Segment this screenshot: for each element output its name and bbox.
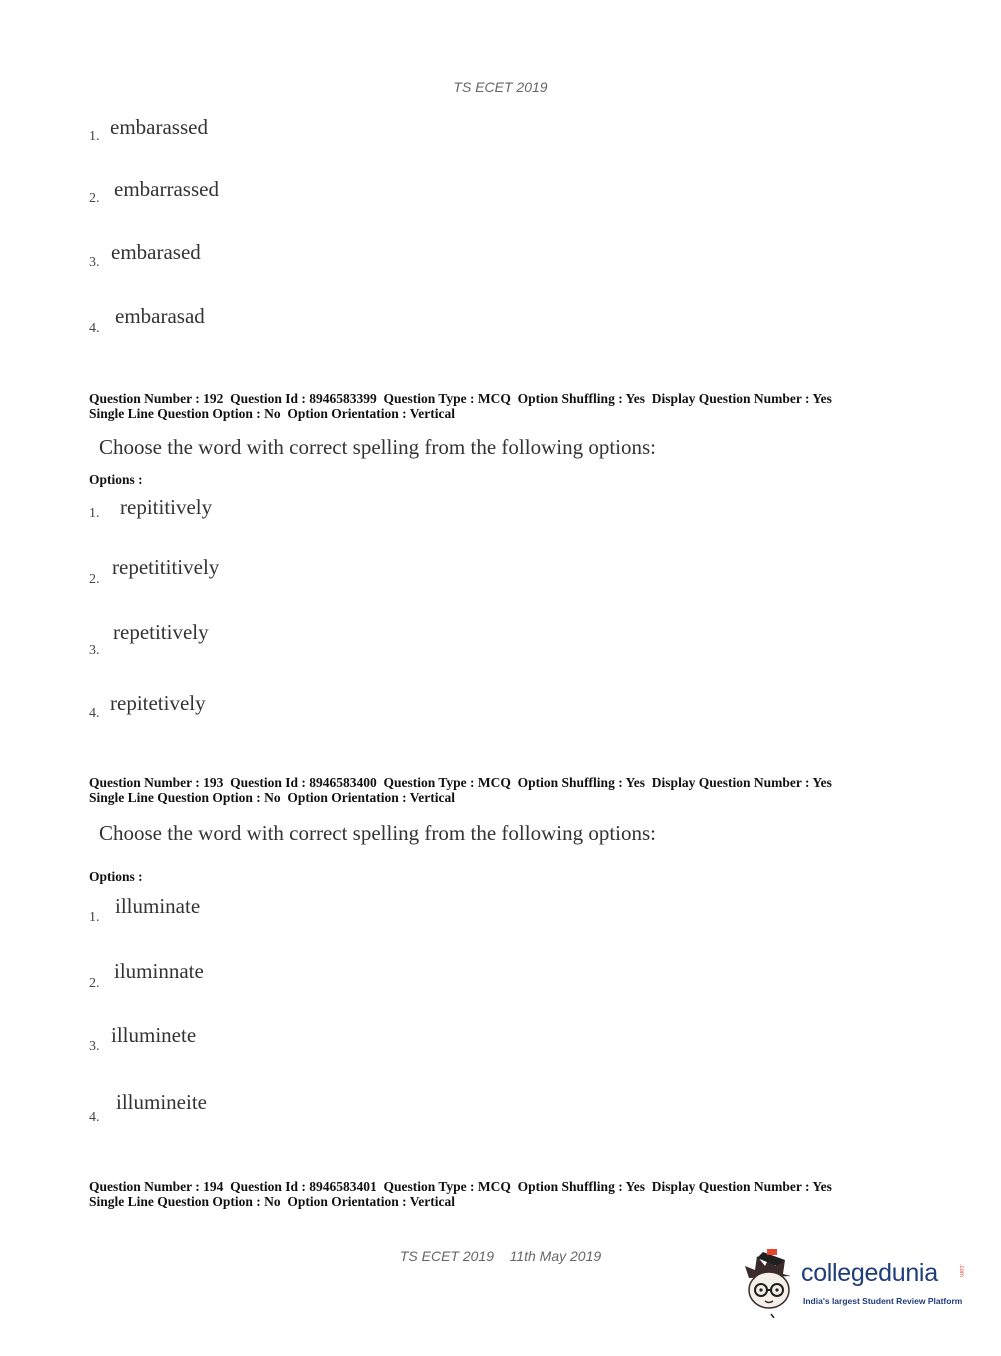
question-meta: Single Line Question Option : No Option Orientation : Vertical xyxy=(89,406,456,421)
option-text: repitetively xyxy=(110,691,206,715)
option-number: 1. xyxy=(89,506,100,521)
option-text: illuminate xyxy=(115,894,201,918)
option-text: repetitively xyxy=(113,620,209,644)
option-number: 4. xyxy=(89,706,100,721)
mascot-icon xyxy=(741,1248,801,1318)
option-number: 4. xyxy=(89,321,100,336)
option-text: repetititively xyxy=(112,555,220,579)
options-label: Options : xyxy=(89,472,143,487)
question-meta: Question Number : 193 Question Id : 8946583400 Question Type : MCQ Option Shuffling : Yes Display Question Number : Yes xyxy=(89,775,832,790)
option-number: 2. xyxy=(89,976,100,991)
option-number: 3. xyxy=(89,643,100,658)
option-text: embarasad xyxy=(115,304,205,328)
option-number: 3. xyxy=(89,1039,100,1054)
page-header-title: TS ECET 2019 xyxy=(453,79,548,95)
option-number: 1. xyxy=(89,129,100,144)
footer-exam: TS ECET 2019 xyxy=(399,1248,494,1264)
option-text: illumineite xyxy=(116,1090,207,1114)
logo-tagline: India's largest Student Review Platform xyxy=(803,1296,963,1306)
question-meta: Question Number : 192 Question Id : 8946583399 Question Type : MCQ Option Shuffling : Yes Display Question Number : Yes xyxy=(89,391,832,406)
options-label: Options : xyxy=(89,869,143,884)
option-number: 4. xyxy=(89,1110,100,1125)
option-number: 1. xyxy=(89,910,100,925)
question-text: Choose the word with correct spelling from the following options: xyxy=(99,821,656,845)
option-text: embarassed xyxy=(110,115,208,139)
logo-wordmark: collegedunia xyxy=(801,1259,938,1287)
collegedunia-logo[interactable] xyxy=(741,1248,971,1318)
question-meta: Single Line Question Option : No Option Orientation : Vertical xyxy=(89,1194,456,1209)
option-text: repititively xyxy=(120,495,213,519)
option-number: 2. xyxy=(89,191,100,206)
footer-date: 11th May 2019 xyxy=(509,1248,602,1264)
question-text: Choose the word with correct spelling from the following options: xyxy=(99,435,656,459)
question-meta: Single Line Question Option : No Option Orientation : Vertical xyxy=(89,790,456,805)
option-number: 2. xyxy=(89,572,100,587)
option-text: illuminete xyxy=(111,1023,197,1047)
option-text: iluminnate xyxy=(114,959,204,983)
option-number: 3. xyxy=(89,255,100,270)
option-text: embarased xyxy=(111,240,201,264)
question-meta: Question Number : 194 Question Id : 8946583401 Question Type : MCQ Option Shuffling : Yes Display Question Number : Yes xyxy=(89,1179,832,1194)
option-text: embarrassed xyxy=(114,177,219,201)
logo-suffix: .com xyxy=(958,1264,964,1278)
